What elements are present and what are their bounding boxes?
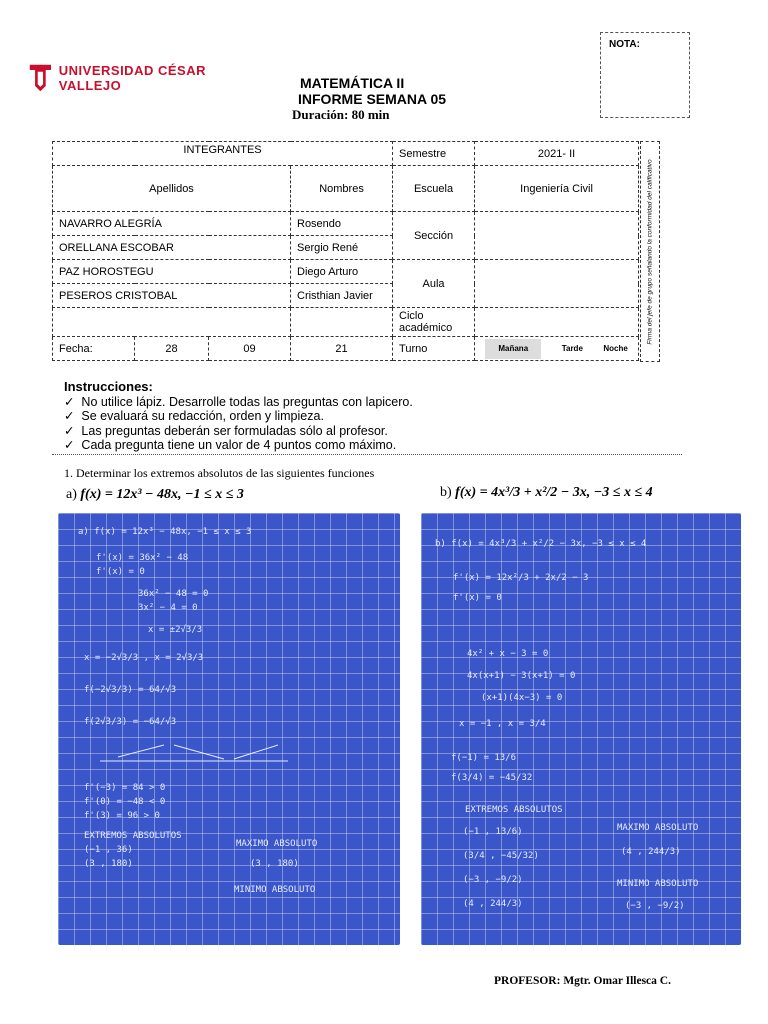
escuela-value: Ingeniería Civil <box>475 166 639 212</box>
member-nombre: Rosendo <box>291 212 393 236</box>
hw-line: f(2√3/3) = −64/√3 <box>84 717 177 727</box>
apellidos-header: Apellidos <box>53 166 291 212</box>
question-a-expr: f(x) = 12x³ − 48x, −1 ≤ x ≤ 3 <box>80 487 244 502</box>
member-apellido: PESEROS CRISTOBAL <box>53 284 291 308</box>
hw-line: a) f(x) = 12x³ − 48x, −1 ≤ x ≤ 3 <box>78 527 252 537</box>
hw-line: b) f(x) = 4x³/3 + x²/2 − 3x, −3 ≤ x ≤ 4 <box>435 539 647 549</box>
hw-line: x = −1 , x = 3/4 <box>459 719 546 729</box>
hw-line: (−3 , −9/2) <box>625 901 685 911</box>
member-nombre: Diego Arturo <box>291 260 393 284</box>
student-info-table <box>52 141 639 361</box>
university-name: UNIVERSIDAD CÉSAR VALLEJO <box>58 63 206 93</box>
signature-note: Firma del jefe de grupo señalando la conformidad del calificativo <box>646 158 654 345</box>
member-apellido: PAZ HOROSTEGU <box>53 260 291 284</box>
turno-noche: Noche <box>603 344 628 353</box>
aula-value <box>475 260 639 308</box>
member-apellido: NAVARRO ALEGRÍA <box>53 212 291 236</box>
turno-options <box>475 337 639 361</box>
instruction-item: ✓ Las preguntas deberán ser formuladas sólo al profesor. <box>64 423 388 438</box>
hw-line: (3 , 180) <box>250 859 299 869</box>
check-icon: ✓ <box>64 423 82 438</box>
grade-box <box>600 32 690 118</box>
question-a-label: a) <box>66 487 77 502</box>
hw-line: (3 , 180) <box>84 859 133 869</box>
professor-name: PROFESOR: Mgtr. Omar Illesca C. <box>494 975 671 987</box>
integrantes-header: INTEGRANTES <box>53 142 393 166</box>
handwritten-sheet-b <box>421 513 741 945</box>
hw-line: (3/4 , −45/32) <box>463 851 539 861</box>
question-text: 1. Determinar los extremos absolutos de las siguientes funciones <box>64 466 375 480</box>
ciclo-value <box>475 308 639 337</box>
ucv-emblem-icon <box>28 61 53 95</box>
instruction-item: ✓ Cada pregunta tiene un valor de 4 puntos como máximo. <box>64 438 397 452</box>
member-nombre: Cristhian Javier <box>291 284 393 308</box>
semestre-label: Semestre <box>393 142 475 166</box>
hw-line: f(−1) = 13/6 <box>451 753 517 763</box>
question-b-expr: f(x) = 4x³/3 + x²/2 − 3x, −3 ≤ x ≤ 4 <box>455 485 653 500</box>
hw-line: f'(−3) = 84 > 0 <box>84 783 166 793</box>
fecha-year: 21 <box>291 337 393 361</box>
sign-chart-diagram <box>94 739 294 775</box>
hw-line: (−3 , −9/2) <box>463 875 523 885</box>
hw-line: 36x² − 48 = 0 <box>138 589 209 599</box>
fecha-day: 28 <box>135 337 209 361</box>
turno-tarde: Tarde <box>561 344 583 353</box>
instruction-item: ✓ No utilice lápiz. Desarrolle todas las preguntas con lapicero. <box>64 394 413 409</box>
separator <box>52 454 682 455</box>
hw-line: MAXIMO ABSOLUTO <box>617 823 699 833</box>
fecha-label: Fecha: <box>53 337 135 361</box>
aula-label: Aula <box>393 260 475 308</box>
nombres-header: Nombres <box>291 166 393 212</box>
signature-column <box>640 141 660 362</box>
hw-line: EXTREMOS ABSOLUTOS <box>465 805 563 815</box>
turno-label: Turno <box>393 337 475 361</box>
duration-label: Duración: 80 min <box>292 107 390 122</box>
hw-line: MINIMO ABSOLUTO <box>234 885 316 895</box>
hw-line: f'(x) = 0 <box>96 567 145 577</box>
handwritten-sheet-a <box>58 513 400 945</box>
hw-line: 4x(x+1) − 3(x+1) = 0 <box>467 671 576 681</box>
member-apellido: ORELLANA ESCOBAR <box>53 236 291 260</box>
course-title: MATEMÁTICA II <box>300 75 405 91</box>
report-title: INFORME SEMANA 05 <box>298 91 447 107</box>
check-icon: ✓ <box>64 409 82 423</box>
escuela-label: Escuela <box>393 166 475 212</box>
hw-line: f'(0) = −48 < 0 <box>84 797 166 807</box>
hw-line: EXTREMOS ABSOLUTOS <box>84 831 182 841</box>
university-logo <box>28 60 248 96</box>
grade-label: NOTA: <box>609 39 640 50</box>
empty-cell <box>291 308 393 337</box>
question-b-label: b) <box>440 485 452 500</box>
hw-line: 4x² + x − 3 = 0 <box>467 649 549 659</box>
hw-line: MINIMO ABSOLUTO <box>617 879 699 889</box>
hw-line: (x+1)(4x−3) = 0 <box>481 693 563 703</box>
hw-line: (−1 , 13/6) <box>463 827 523 837</box>
hw-line: x = ±2√3/3 <box>148 625 203 635</box>
hw-line: (4 , 244/3) <box>621 847 681 857</box>
check-icon: ✓ <box>64 438 82 452</box>
seccion-value <box>475 212 639 260</box>
semestre-value: 2021- II <box>475 142 639 166</box>
question-b <box>440 485 653 501</box>
hw-line: f(−2√3/3) = 64/√3 <box>84 685 177 695</box>
hw-line: 3x² − 4 = 0 <box>138 603 198 613</box>
question-a <box>66 487 244 503</box>
hw-line: f(3/4) = −45/32 <box>451 773 533 783</box>
hw-line: (−1 , 36) <box>84 845 133 855</box>
hw-line: f'(x) = 12x²/3 + 2x/2 − 3 <box>453 573 589 583</box>
instructions-block <box>64 380 413 453</box>
empty-cell <box>53 308 291 337</box>
hw-line: f'(x) = 0 <box>453 593 502 603</box>
hw-line: MAXIMO ABSOLUTO <box>236 839 318 849</box>
hw-line: f'(x) = 36x² − 48 <box>96 553 189 563</box>
hw-line: f'(3) = 96 > 0 <box>84 811 160 821</box>
check-icon: ✓ <box>64 394 82 409</box>
member-nombre: Sergio René <box>291 236 393 260</box>
instruction-item: ✓ Se evaluará su redacción, orden y limpieza. <box>64 409 324 423</box>
ciclo-label: Ciclo académico <box>393 308 475 337</box>
hw-line: (4 , 244/3) <box>463 899 523 909</box>
instructions-heading: Instrucciones: <box>64 379 153 394</box>
turno-manana: Mañana <box>485 339 541 359</box>
hw-line: x = −2√3/3 , x = 2√3/3 <box>84 653 204 663</box>
fecha-month: 09 <box>209 337 291 361</box>
seccion-label: Sección <box>393 212 475 260</box>
